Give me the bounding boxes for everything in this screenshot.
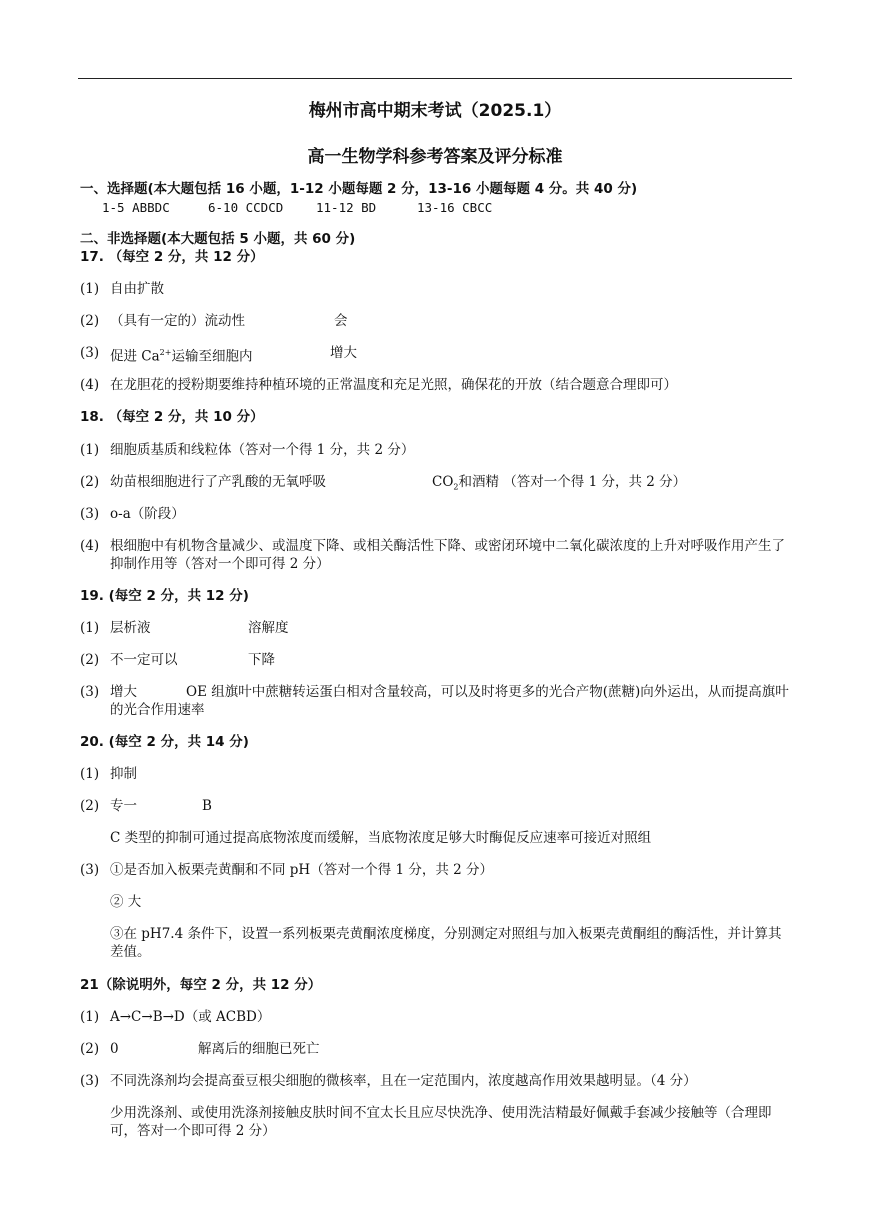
q20-item-number: (1) (80, 766, 100, 782)
part1-heading: 一、选择题(本大题包括 16 小题，1-12 小题每题 2 分，13-16 小题每题 4 分。共 40 分) (80, 181, 638, 197)
q21-item-number: (1) (80, 1009, 100, 1025)
q17-answer-3b: 增大 (330, 345, 357, 361)
q17-item-number: (2) (80, 313, 100, 329)
q17-answer-2a: （具有一定的）流动性 (110, 313, 245, 329)
q17-heading: 17. （每空 2 分，共 12 分） (80, 249, 264, 265)
q17-answer-3a-pre: 促进 Ca (110, 348, 160, 365)
q18-answer-2a: 幼苗根细胞进行了产乳酸的无氧呼吸 (110, 474, 326, 490)
q18-heading: 18. （每空 2 分，共 10 分） (80, 409, 264, 425)
q20-answer-1: 抑制 (110, 766, 137, 782)
q18-answer-2b-pre: CO (432, 474, 454, 490)
q20-answer-3b: ② 大 (110, 894, 142, 910)
q21-heading: 21（除说明外，每空 2 分，共 12 分） (80, 977, 322, 993)
q18-item-number: (4) (80, 538, 100, 554)
q19-heading: 19. (每空 2 分，共 12 分) (80, 588, 249, 604)
q19-answer-2b: 下降 (248, 652, 275, 668)
q21-answer-3b: 少用洗涤剂、或使用洗涤剂接触皮肤时间不宜太长且应尽快洗净、使用洗洁精最好佩戴手套减少接触等（合理即可，答对一个即可得 2 分） (110, 1105, 772, 1139)
superscript: 2+ (159, 348, 172, 357)
q17-answer-3a-post: 运输至细胞内 (171, 348, 253, 365)
q18-answer-1: 细胞质基质和线粒体（答对一个得 1 分，共 2 分） (110, 442, 415, 458)
mc-answer-3: 11-12 BD (316, 200, 377, 215)
q19-answer-1a: 层析液 (110, 620, 151, 636)
q18-item-number: (1) (80, 442, 100, 458)
q17-item-number: (4) (80, 377, 100, 393)
q20-answer-2c: C 类型的抑制可通过提高底物浓度而缓解，当底物浓度足够大时酶促反应速率可接近对照组 (110, 830, 652, 846)
q19-item-number: (1) (80, 620, 100, 636)
exam-title: 梅州市高中期末考试（2025.1） (308, 101, 562, 121)
q17-item-number: (3) (80, 345, 100, 361)
q17-answer-2b: 会 (334, 313, 348, 329)
q19-item-number: (2) (80, 652, 100, 668)
q21-answer-2b: 解离后的细胞已死亡 (198, 1041, 320, 1057)
q19-answer-2a: 不一定可以 (110, 652, 178, 668)
q21-answer-2a: 0 (110, 1041, 119, 1057)
q17-item-number: (1) (80, 281, 100, 297)
mc-answer-2: 6-10 CCDCD (208, 200, 284, 215)
mc-answer-4: 13-16 CBCC (417, 200, 493, 215)
q20-answer-3a: ①是否加入板栗壳黄酮和不同 pH（答对一个得 1 分，共 2 分） (110, 862, 494, 878)
part2-heading: 二、非选择题(本大题包括 5 小题，共 60 分) (80, 231, 356, 247)
q20-answer-2a: 专一 (110, 798, 137, 814)
q17-answer-3a (110, 344, 252, 366)
q18-answer-2b (432, 473, 686, 497)
q21-item-number: (2) (80, 1041, 100, 1057)
q19-answer-1b: 溶解度 (248, 620, 289, 636)
mc-answer-1: 1-5 ABBDC (102, 200, 170, 215)
q18-answer-3: o-a（阶段） (110, 506, 185, 522)
q19-item-number: (3) (80, 684, 100, 700)
q20-heading: 20. (每空 2 分，共 14 分) (80, 734, 249, 750)
top-rule (78, 78, 792, 79)
q17-answer-1: 自由扩散 (110, 281, 164, 297)
q20-answer-2b: B (202, 798, 212, 814)
q19-answer-3a: 增大 (110, 684, 137, 700)
q21-answer-3a: 不同洗涤剂均会提高蚕豆根尖细胞的微核率，且在一定范围内，浓度越高作用效果越明显。（4 分） (110, 1073, 697, 1089)
q20-answer-3c: ③在 pH7.4 条件下，设置一系列板栗壳黄酮浓度梯度，分别测定对照组与加入板栗壳黄酮组的酶活性，并计算其差值。 (110, 926, 782, 960)
q18-answer-2b-post: 和酒精 （答对一个得 1 分，共 2 分） (458, 474, 687, 490)
q21-item-number: (3) (80, 1073, 100, 1089)
subscript: 2 (453, 482, 459, 492)
q20-item-number: (2) (80, 798, 100, 814)
q18-answer-4: 根细胞中有机物含量减少、或温度下降、或相关酶活性下降、或密闭环境中二氧化碳浓度的上升对呼吸作用产生了抑制作用等（答对一个即可得 2 分） (110, 538, 785, 572)
q18-item-number: (2) (80, 474, 100, 490)
q20-item-number: (3) (80, 862, 100, 878)
answer-key-title: 高一生物学科参考答案及评分标准 (307, 147, 563, 167)
q21-answer-1: A→C→B→D（或 ACBD） (110, 1009, 271, 1025)
q19-answer-3b: OE 组旗叶中蔗糖转运蛋白相对含量较高，可以及时将更多的光合产物(蔗糖)向外运出，从而提高旗叶的光合作用速率 (110, 684, 789, 718)
q18-item-number: (3) (80, 506, 100, 522)
q17-answer-4: 在龙胆花的授粉期要维持种植环境的正常温度和充足光照，确保花的开放（结合题意合理即可） (110, 377, 677, 393)
